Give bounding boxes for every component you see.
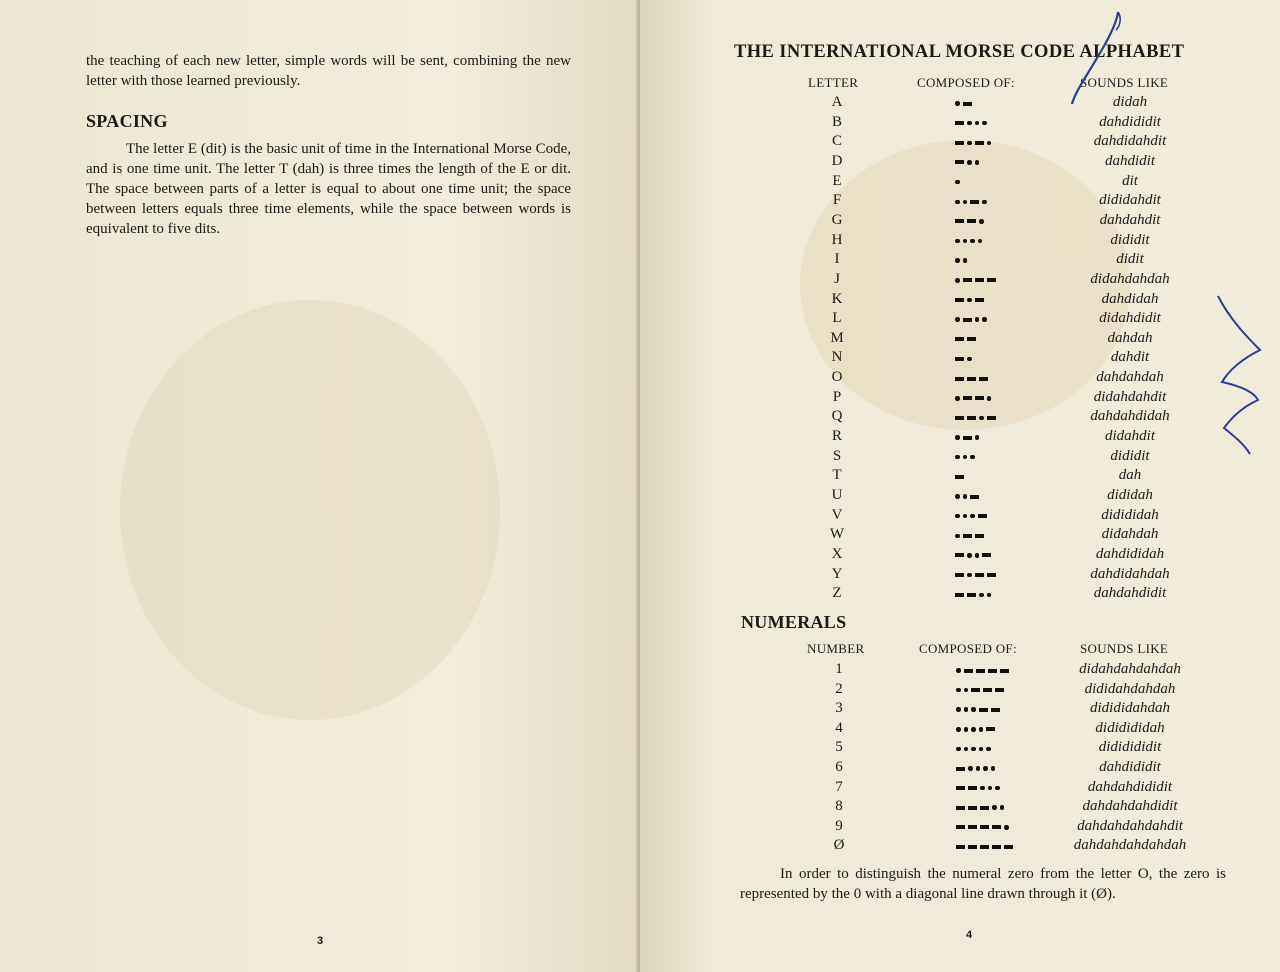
morse-code-cell [956,837,1013,856]
character-cell: Ø [833,837,845,854]
dash-mark [955,141,964,145]
dot-mark [971,707,976,712]
dot-mark [955,278,960,283]
paper-stain [120,300,500,720]
sounds-like-cell: didah [1112,94,1148,110]
dot-mark [970,239,975,244]
dash-mark [978,514,987,518]
dash-mark [955,219,964,223]
dash-mark [980,825,989,829]
character-cell: 2 [835,680,843,697]
dot-mark [979,747,984,752]
dot-mark [956,707,961,712]
morse-code-cell [955,526,984,545]
number-column-header: NUMBER [807,641,865,656]
character-cell: Q [831,408,843,425]
dash-mark [967,337,976,341]
morse-code-cell [956,661,1009,680]
table-row [807,133,1267,153]
character-cell: V [831,506,843,523]
morse-code-cell [955,349,972,368]
dash-mark [956,845,965,849]
table-row [809,661,1269,681]
dash-mark [979,377,988,381]
dot-mark [971,727,976,732]
dot-mark [968,766,973,771]
sounds-like-cell: dahdidahdah [1090,565,1170,582]
dash-mark [955,416,964,420]
sounds-like-cell: didahdahdit [1093,388,1167,405]
dot-mark [987,141,992,146]
dot-mark [982,317,987,322]
dot-mark [988,786,993,791]
dot-mark [982,121,987,126]
table-row [807,546,1267,566]
sounds-like-cell: dahdididit [1099,113,1161,130]
dash-mark [955,337,964,341]
character-cell: 7 [835,778,843,795]
dash-mark [992,845,1001,849]
table-row [807,566,1267,586]
dot-mark [971,747,976,752]
character-cell: J [834,270,840,287]
character-cell: Z [832,585,842,602]
morse-code-cell [955,153,979,172]
character-cell: Y [831,565,843,582]
table-row [807,448,1267,468]
dot-mark [964,747,969,752]
dash-mark [991,708,1000,712]
dot-mark [987,396,992,401]
dot-mark [956,688,961,693]
dash-mark [963,436,972,440]
dash-mark [982,553,991,557]
character-cell: W [829,526,845,543]
dash-mark [983,688,992,692]
table-row [809,759,1269,779]
dash-mark [987,416,996,420]
character-cell: F [832,192,842,209]
dot-mark [963,258,968,263]
dash-mark [955,377,964,381]
sounds-like-cell: didididah [1101,506,1159,523]
dash-mark [968,825,977,829]
dash-mark [968,806,977,810]
dot-mark [967,160,972,165]
dot-mark [955,101,960,106]
spacing-paragraph: The letter E (dit) is the basic unit of time in the International Morse Code, and is one time unit. The letter T (dah) is three times the length of the E or dit. The space between parts of a letter is equal to about one time unit; the space between letters equals three time elements, while the space between words is equivalent to five dits. [86,141,571,237]
dot-mark [967,298,972,303]
dash-mark [987,278,996,282]
character-cell: S [832,447,842,464]
dot-mark [955,514,960,519]
dot-mark [956,727,961,732]
dash-mark [955,553,964,557]
table-row [807,330,1267,350]
dash-mark [967,219,976,223]
character-cell: G [831,211,843,228]
sounds-like-cell: dahdahdidah [1090,408,1170,425]
dot-mark [967,141,972,146]
dash-mark [955,160,964,164]
dash-mark [975,298,984,302]
table-row [809,798,1269,818]
dash-mark [963,396,972,400]
table-row [807,526,1267,546]
intro-paragraph: the teaching of each new letter, simple words will be sent, combining the new letter with those learned previously. [86,53,571,89]
sounds-column-header: SOUNDS LIKE [1080,641,1169,656]
table-row [807,212,1267,232]
morse-code-cell [956,720,995,739]
dot-mark [955,180,960,185]
table-row [807,487,1267,507]
character-cell: M [830,329,844,346]
dot-mark [955,239,960,244]
dot-mark [963,239,968,244]
dash-mark [975,278,984,282]
sounds-like-cell: dahdidit [1104,152,1155,169]
dash-mark [992,825,1001,829]
sounds-like-cell: dahdididah [1095,545,1165,562]
dash-mark [968,845,977,849]
dot-mark [975,121,980,126]
dash-mark [975,573,984,577]
dot-mark [963,494,968,499]
table-row [809,837,1269,857]
dash-mark [955,298,964,302]
dot-mark [967,357,972,362]
morse-code-cell [955,291,984,310]
morse-code-cell [956,739,991,758]
dot-mark [975,553,980,558]
dot-mark [967,553,972,558]
sounds-like-cell: didahdidit [1099,310,1161,327]
dot-mark [975,317,980,322]
table-row [807,408,1267,428]
dot-mark [964,688,969,693]
sounds-like-cell: dahdahdahdahdit [1077,817,1183,834]
spacing-heading: SPACING [86,111,168,131]
dot-mark [995,786,1000,791]
dot-mark [976,766,981,771]
dot-mark [987,593,992,598]
dot-mark [964,707,969,712]
dot-mark [955,200,960,205]
dot-mark [1004,825,1009,830]
dash-mark [963,318,972,322]
dot-mark [967,121,972,126]
composed-column-header: COMPOSED OF: [917,75,1015,90]
morse-code-cell [955,448,975,467]
dash-mark [1004,845,1013,849]
sounds-like-cell: dahdidah [1101,290,1159,307]
sounds-like-cell: didahdit [1104,428,1155,445]
character-cell: K [831,290,843,307]
table-row [809,739,1269,759]
character-cell: 3 [835,700,843,717]
dash-mark [955,573,964,577]
dash-mark [956,786,965,790]
dash-mark [980,845,989,849]
dash-mark [955,121,964,125]
dash-mark [970,200,979,204]
sounds-like-cell: dahdahdahdahdah [1073,837,1187,854]
dot-mark [979,727,984,732]
dot-mark [975,435,980,440]
page-number-left: 3 [317,935,324,947]
character-cell: B [831,113,842,130]
character-cell: D [831,152,843,169]
sounds-like-cell: dahdahdididit [1087,778,1173,795]
dot-mark [955,494,960,499]
dash-mark [955,593,964,597]
dot-mark [963,455,968,460]
table-row [809,681,1269,701]
morse-code-cell [955,232,982,251]
table-row [807,585,1267,605]
dot-mark [979,416,984,421]
morse-code-cell [955,389,991,408]
numerals-heading: NUMERALS [741,612,847,632]
morse-code-cell [955,487,979,506]
morse-code-cell [956,779,1000,798]
character-cell: L [832,310,842,327]
sounds-like-cell: dahdahdidit [1093,585,1167,602]
dot-mark [967,573,972,578]
dot-mark [956,668,961,673]
dash-mark [1000,669,1009,673]
sounds-like-cell: dididahdahdah [1084,680,1176,697]
sounds-like-cell: didahdahdah [1090,270,1170,287]
table-row [809,818,1269,838]
morse-code-cell [955,507,987,526]
dash-mark [956,767,965,771]
table-row [807,173,1267,193]
character-cell: I [834,251,840,268]
table-row [807,94,1267,114]
table-row [807,192,1267,212]
dot-mark [963,200,968,205]
sounds-like-cell: didahdahdahdah [1079,661,1181,677]
morse-code-cell [955,428,979,447]
sounds-column-header: SOUNDS LIKE [1080,75,1169,90]
morse-code-cell [955,94,972,113]
morse-code-cell [955,271,996,290]
page-title: THE INTERNATIONAL MORSE CODE ALPHABET [734,42,1185,62]
morse-code-cell [955,133,991,152]
table-row [807,389,1267,409]
sounds-like-cell: dididit [1110,447,1150,464]
dash-mark [967,377,976,381]
morse-code-cell [955,546,991,565]
character-cell: R [831,428,842,445]
sounds-like-cell: dididah [1107,487,1153,503]
morse-code-cell [955,212,984,231]
morse-code-cell [955,114,987,133]
table-row [807,153,1267,173]
dot-mark [955,534,960,539]
dot-mark [955,258,960,263]
dash-mark [979,708,988,712]
character-cell: O [831,369,843,386]
dash-mark [975,534,984,538]
sounds-like-cell: dahdididit [1099,759,1161,775]
character-cell: E [832,172,842,189]
dot-mark [983,766,988,771]
dash-mark [987,573,996,577]
morse-code-cell [956,759,995,778]
dot-mark [955,455,960,460]
morse-code-cell [955,566,996,585]
sounds-like-cell: dididahdit [1099,192,1161,209]
letter-column-header: LETTER [808,75,859,90]
table-row [807,507,1267,527]
table-row [807,114,1267,134]
table-row [807,369,1267,389]
sounds-like-cell: dit [1122,172,1138,189]
sounds-like-cell: dididit [1110,231,1150,248]
character-cell: 9 [835,817,843,834]
morse-code-cell [955,330,976,349]
dash-mark [975,141,984,145]
character-cell: A [831,94,843,110]
sounds-like-cell: didit [1116,251,1144,268]
dash-mark [976,669,985,673]
dot-mark [980,786,985,791]
dash-mark [971,688,980,692]
dash-mark [956,806,965,810]
dot-mark [992,805,997,810]
morse-code-cell [956,818,1009,837]
dash-mark [995,688,1004,692]
dot-mark [970,514,975,519]
table-row [807,467,1267,487]
dash-mark [986,727,995,731]
sounds-like-cell: dididididit [1098,739,1162,756]
dash-mark [975,396,984,400]
dash-mark [968,786,977,790]
zero-note: In order to distinguish the numeral zero from the letter O, the zero is represented by the 0 with a diagonal line drawn through it (Ø). [740,866,1226,902]
dash-mark [963,278,972,282]
dot-mark [964,727,969,732]
morse-code-cell [956,798,1004,817]
dash-mark [963,534,972,538]
sounds-like-cell: dahdahdahdidit [1082,798,1178,815]
sounds-like-cell: didididahdah [1089,700,1170,717]
morse-code-cell [955,467,964,486]
morse-code-cell [955,173,960,192]
dot-mark [979,219,984,224]
dot-mark [979,593,984,598]
composed-column-header: COMPOSED OF: [919,641,1017,656]
dot-mark [975,160,980,165]
table-row [807,232,1267,252]
dot-mark [982,200,987,205]
character-cell: U [831,487,843,503]
sounds-like-cell: dahdahdah [1096,369,1164,386]
character-cell: 5 [835,739,843,756]
morse-code-cell [956,681,1004,700]
dash-mark [988,669,997,673]
sounds-like-cell: didahdah [1101,526,1159,543]
dot-mark [978,239,983,244]
dot-mark [986,747,991,752]
morse-code-cell [955,192,987,211]
dot-mark [1000,805,1005,810]
morse-code-cell [955,585,991,604]
sounds-like-cell: dididididah [1095,719,1165,736]
table-row [807,251,1267,271]
dash-mark [956,825,965,829]
character-cell: 4 [835,719,843,736]
character-cell: 6 [835,759,843,775]
dot-mark [955,317,960,322]
table-row [807,349,1267,369]
table-row [809,779,1269,799]
dash-mark [967,593,976,597]
dash-mark [980,806,989,810]
character-cell: T [832,467,842,484]
sounds-like-cell: dahdah [1107,329,1153,346]
dash-mark [955,475,964,479]
morse-code-cell [955,251,967,270]
character-cell: C [831,133,842,150]
character-cell: P [832,388,842,405]
sounds-like-cell: dahdahdit [1099,211,1161,228]
sounds-like-cell: dahdidahdit [1093,133,1167,150]
dot-mark [963,514,968,519]
dot-mark [991,766,996,771]
morse-code-cell [955,408,996,427]
table-row [807,428,1267,448]
dash-mark [963,102,972,106]
morse-code-cell [955,369,988,388]
table-row [807,271,1267,291]
page-number-right: 4 [966,929,973,941]
morse-code-cell [955,310,987,329]
dash-mark [955,357,964,361]
dot-mark [955,396,960,401]
dot-mark [956,747,961,752]
dash-mark [964,669,973,673]
character-cell: N [831,349,843,366]
dash-mark [970,495,979,499]
dash-mark [967,416,976,420]
dot-mark [955,435,960,440]
sounds-like-cell: dahdit [1110,349,1150,366]
character-cell: 8 [835,798,843,815]
table-row [809,700,1269,720]
character-cell: X [831,545,843,562]
character-cell: H [831,231,843,248]
table-row [807,291,1267,311]
character-cell: 1 [835,661,843,677]
sounds-like-cell: dah [1118,467,1142,484]
dot-mark [970,455,975,460]
table-row [807,310,1267,330]
morse-code-cell [956,700,1000,719]
table-row [809,720,1269,740]
